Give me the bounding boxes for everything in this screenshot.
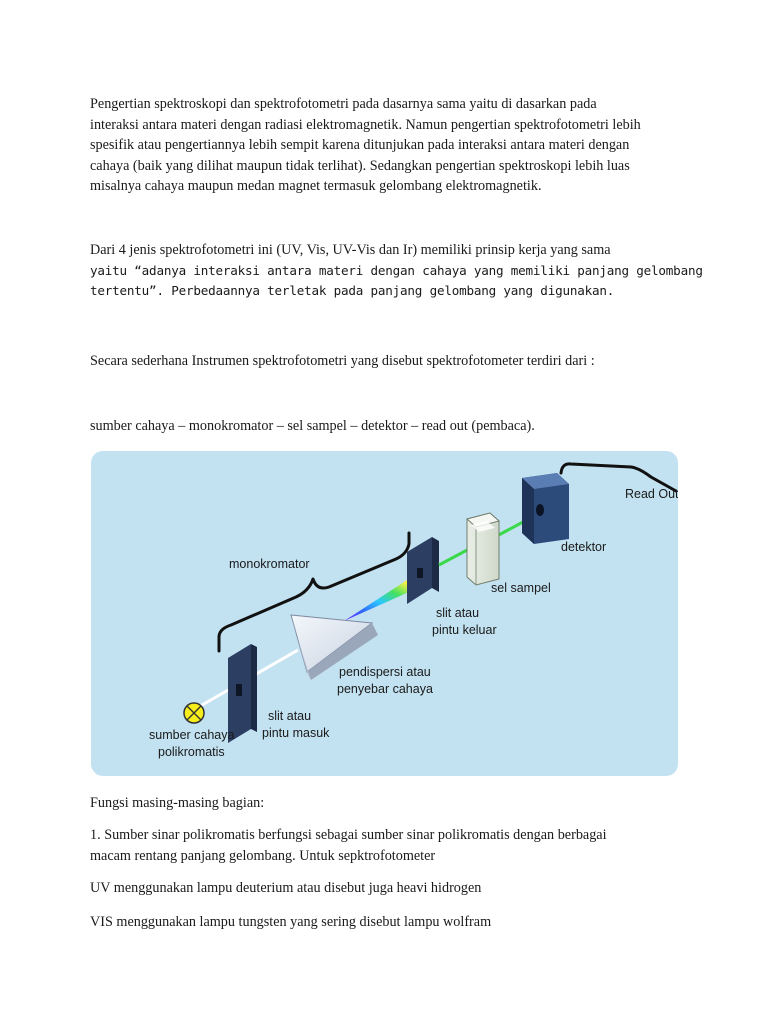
text-line: 1. Sumber sinar polikromatis berfungsi sebagai sumber sinar polikromatis dengan berbagai [90,827,607,843]
label-slit-keluar-2: pintu keluar [432,623,497,637]
text-line: interaksi antara materi dengan radiasi elektromagnetik. Namun pengertian spektrofotometri lebih [90,116,641,133]
label-detektor: detektor [561,540,607,554]
text-line: spesifik atau pengertiannya lebih sempit karena ditunjukan pada interaksi antara materi dengan [90,137,630,154]
sample-cell-icon [467,513,499,585]
spectrophotometer-diagram [91,451,678,776]
paragraph-definition [90,94,690,197]
paragraph-uv-lamp: UV menggunakan lampu deuterium atau disebut juga heavi hidrogen [90,880,482,896]
paragraph-functions-heading: Fungsi masing-masing bagian: [90,795,265,811]
label-read-out: Read Out [625,487,678,501]
text-line: cahaya (baik yang dilihat maupun tidak terlihat). Sedangkan pengertian spektroskopi lebih luas [90,157,630,174]
label-slit-keluar-1: slit atau [436,606,480,620]
paragraph-source-function [90,825,690,866]
paragraph-instrument-intro: Secara sederhana Instrumen spektrofotometri yang disebut spektrofotometer terdiri dari : [90,353,595,369]
text-line: misalnya cahaya maupun medan magnet termasuk gelombang elektromagnetik. [90,178,542,195]
paragraph-component-chain: sumber cahaya – monokromator – sel sampel – detektor – read out (pembaca). [90,418,535,434]
label-monokromator: monokromator [229,557,310,571]
text-line: tertentu”. Perbedaannya terletak pada panjang gelombang yang digunakan. [90,283,615,299]
label-slit-masuk-1: slit atau [268,709,312,723]
label-sumber-1: sumber cahaya [149,728,235,742]
text-line: macam rentang panjang gelombang. Untuk sepktrofotometer [90,847,436,864]
light-source-icon [184,703,204,723]
paragraph-vis-lamp: VIS menggunakan lampu tungsten yang sering disebut lampu wolfram [90,914,492,930]
detector-icon [522,473,569,544]
label-pendispersi-2: penyebar cahaya [337,682,433,696]
label-sel-sampel: sel sampel [491,581,551,595]
text-line: Pengertian spektroskopi dan spektrofotometri pada dasarnya sama yaitu di dasarkan pada [90,96,597,112]
text-line: Dari 4 jenis spektrofotometri ini (UV, Vis, UV-Vis dan Ir) memiliki prinsip kerja yang sama [90,242,611,258]
label-pendispersi-1: pendispersi atau [339,665,431,679]
text-line: yaitu “adanya interaksi antara materi dengan cahaya yang memiliki panjang gelombang [90,262,703,278]
paragraph-principle [90,240,703,302]
label-slit-masuk-2: pintu masuk [262,726,330,740]
label-sumber-2: polikromatis [158,745,225,759]
